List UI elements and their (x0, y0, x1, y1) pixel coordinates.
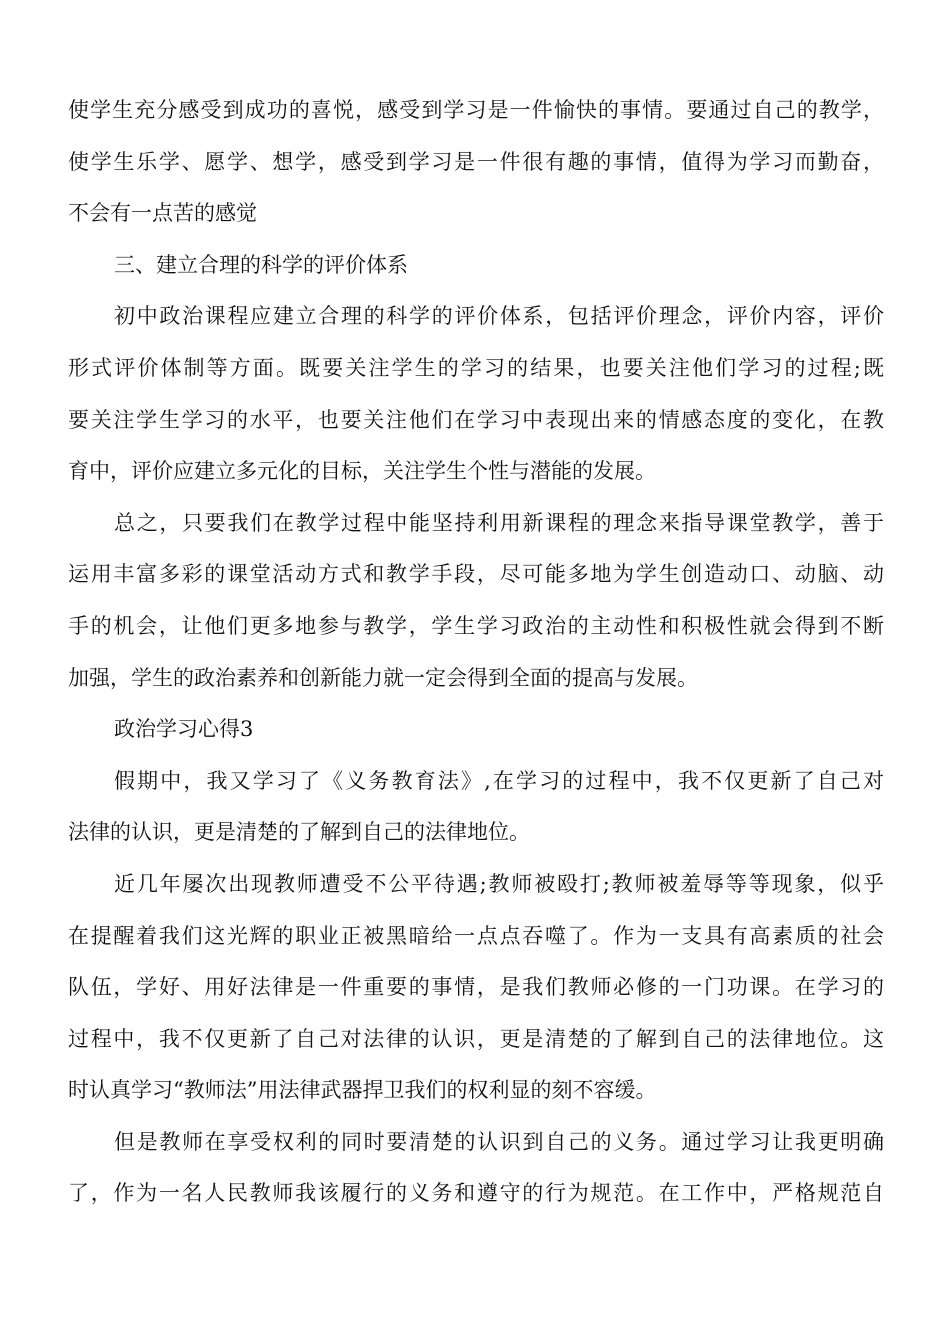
paragraph-line: 法律的认识，更是清楚的了解到自己的法律地位。 (68, 820, 530, 845)
paragraph-line: 时认真学习“教师法”用法律武器捍卫我们的权利显的刻不容缓。 (68, 1078, 657, 1103)
paragraph-line: 要关注学生学习的水平，也要关注他们在学习中表现出来的情感态度的变化，在教 (68, 407, 884, 432)
paragraph-line: 总之，只要我们在教学过程中能坚持利用新课程的理念来指导课堂教学，善于 (114, 510, 884, 535)
paragraph-line: 在提醒着我们这光辉的职业正被黑暗给一点点吞噬了。作为一支具有高素质的社会 (68, 923, 884, 948)
paragraph-line: 假期中，我又学习了《义务教育法》,在学习的过程中，我不仅更新了自己对 (114, 768, 884, 793)
paragraph-line: 运用丰富多彩的课堂活动方式和教学手段，尽可能多地为学生创造动口、动脑、动 (68, 562, 884, 587)
paragraph-line: 不会有一点苦的感觉 (68, 201, 257, 226)
paragraph-line: 队伍，学好、用好法律是一件重要的事情，是我们教师必修的一门功课。在学习的 (68, 975, 884, 1000)
paragraph-line: 形式评价体制等方面。既要关注学生的学习的结果，也要关注他们学习的过程;既 (68, 355, 884, 380)
paragraph-line: 了，作为一名人民教师我该履行的义务和遵守的行为规范。在工作中，严格规范自 (68, 1181, 884, 1206)
paragraph-line: 育中，评价应建立多元化的目标，关注学生个性与潜能的发展。 (68, 459, 656, 484)
section-heading: 三、建立合理的科学的评价体系 (114, 252, 408, 277)
paragraph-line: 使学生乐学、愿学、想学，感受到学习是一件很有趣的事情，值得为学习而勤奋， (68, 149, 884, 174)
document-body (68, 85, 884, 1220)
paragraph-line: 初中政治课程应建立合理的科学的评价体系，包括评价理念，评价内容，评价 (114, 304, 884, 329)
paragraph-line: 使学生充分感受到成功的喜悦，感受到学习是一件愉快的事情。要通过自己的教学， (68, 98, 884, 122)
paragraph-line: 但是教师在享受权利的同时要清楚的认识到自己的义务。通过学习让我更明确 (114, 1129, 884, 1154)
paragraph-line: 近几年屡次出现教师遭受不公平待遇;教师被殴打;教师被羞辱等等现象，似乎 (114, 871, 884, 896)
paragraph-line: 加强，学生的政治素养和创新能力就一定会得到全面的提高与发展。 (68, 665, 698, 690)
article-title: 政治学习心得3 (114, 717, 254, 742)
paragraph-line: 过程中，我不仅更新了自己对法律的认识，更是清楚的了解到自己的法律地位。这 (68, 1026, 884, 1051)
paragraph-line: 手的机会，让他们更多地参与教学，学生学习政治的主动性和积极性就会得到不断 (68, 613, 884, 638)
